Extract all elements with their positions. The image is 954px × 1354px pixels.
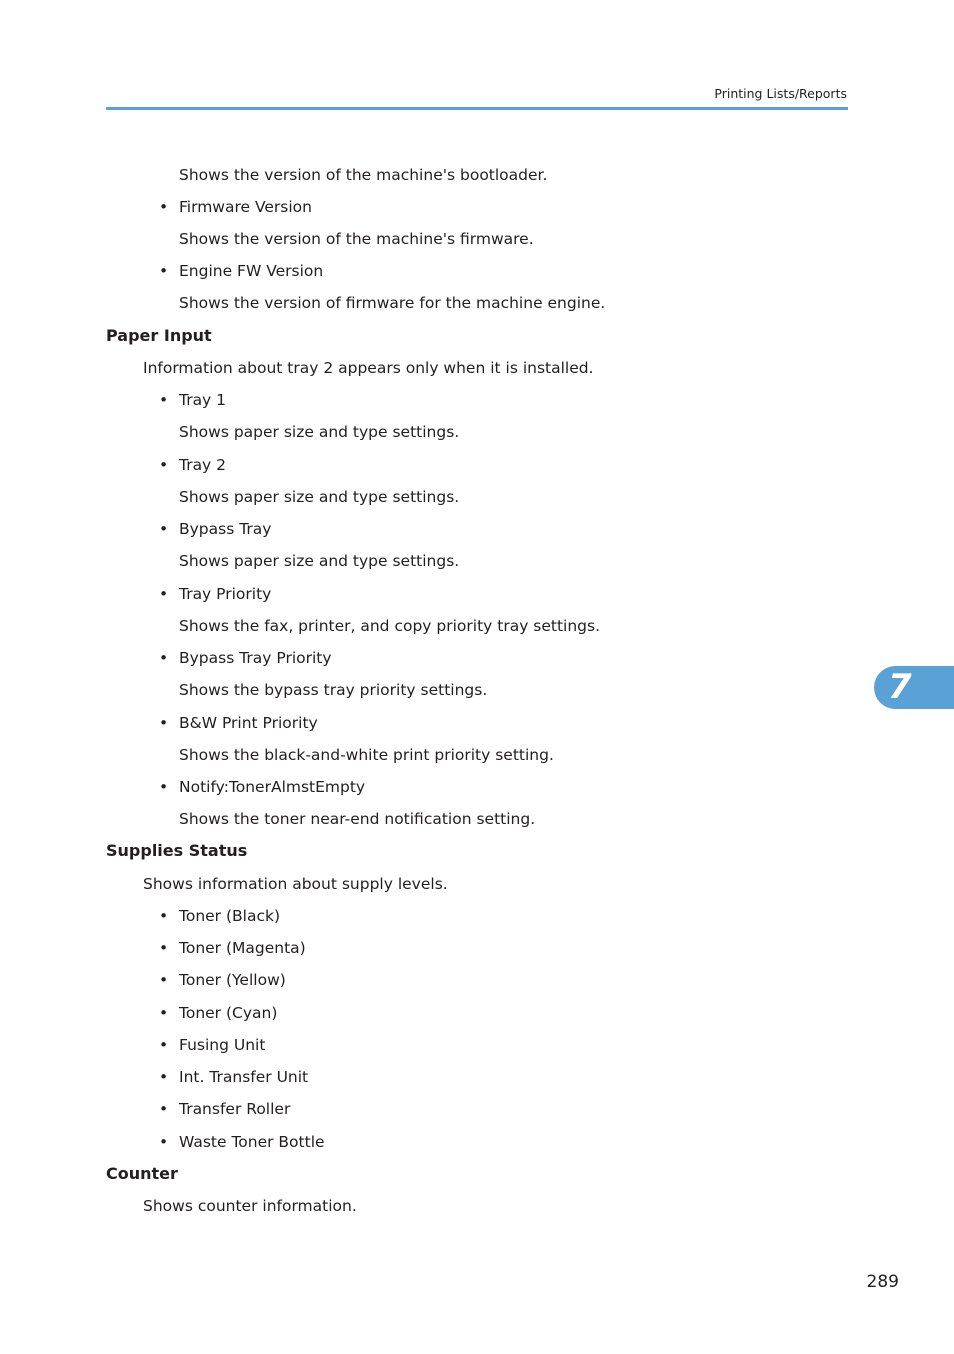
section-intro: Shows information about supply levels. <box>143 875 448 893</box>
bullet-icon: • <box>159 520 169 538</box>
bullet-icon: • <box>159 262 169 280</box>
list-item-description: Shows the bypass tray priority settings. <box>179 681 488 699</box>
bullet-icon: • <box>159 649 169 667</box>
bullet-icon: • <box>159 907 169 925</box>
bullet-icon: • <box>159 198 169 216</box>
page-number: 289 <box>866 1272 899 1292</box>
section-heading-counter: Counter <box>106 1164 178 1183</box>
bullet-icon: • <box>159 1036 169 1054</box>
list-item-label: Notify:TonerAlmstEmpty <box>179 778 366 796</box>
section-heading-paper-input: Paper Input <box>106 326 212 345</box>
bullet-icon: • <box>159 971 169 989</box>
bullet-icon: • <box>159 456 169 474</box>
bullet-icon: • <box>159 939 169 957</box>
bullet-icon: • <box>159 778 169 796</box>
list-item-label: Tray 1 <box>179 391 227 409</box>
bullet-icon: • <box>159 585 169 603</box>
list-item-description: Shows paper size and type settings. <box>179 552 460 570</box>
bullet-icon: • <box>159 714 169 732</box>
list-item-label: Engine FW Version <box>179 262 324 280</box>
list-item-label: Toner (Black) <box>179 907 281 925</box>
bullet-icon: • <box>159 1004 169 1022</box>
list-item-description: Shows the fax, printer, and copy priority tray settings. <box>179 617 601 635</box>
chapter-tab <box>874 666 954 709</box>
list-item-description: Shows paper size and type settings. <box>179 488 460 506</box>
list-item-label: Tray Priority <box>179 585 272 603</box>
running-header: Printing Lists/Reports <box>714 86 847 101</box>
list-item-description: Shows the black-and-white print priority setting. <box>179 746 554 764</box>
list-item-description: Shows the version of firmware for the machine engine. <box>179 294 606 312</box>
section-heading-supplies-status: Supplies Status <box>106 841 248 860</box>
bootloader-description: Shows the version of the machine's bootloader. <box>179 166 548 184</box>
list-item-description: Shows the toner near-end notification setting. <box>179 810 536 828</box>
list-item-label: Transfer Roller <box>179 1100 291 1118</box>
list-item-label: Fusing Unit <box>179 1036 266 1054</box>
list-item-label: Firmware Version <box>179 198 312 216</box>
list-item-label: Tray 2 <box>179 456 227 474</box>
list-item-label: B&W Print Priority <box>179 714 318 732</box>
list-item-label: Int. Transfer Unit <box>179 1068 309 1086</box>
bullet-icon: • <box>159 1133 169 1151</box>
section-intro: Shows counter information. <box>143 1197 357 1215</box>
section-intro: Information about tray 2 appears only when it is installed. <box>143 359 594 377</box>
header-rule <box>106 107 848 110</box>
list-item-label: Toner (Yellow) <box>179 971 286 989</box>
chapter-number: 7 <box>888 667 912 707</box>
list-item-description: Shows the version of the machine's firmware. <box>179 230 534 248</box>
bullet-icon: • <box>159 1068 169 1086</box>
list-item-label: Waste Toner Bottle <box>179 1133 325 1151</box>
list-item-description: Shows paper size and type settings. <box>179 423 460 441</box>
list-item-label: Toner (Magenta) <box>179 939 306 957</box>
bullet-icon: • <box>159 1100 169 1118</box>
bullet-icon: • <box>159 391 169 409</box>
list-item-label: Bypass Tray <box>179 520 272 538</box>
list-item-label: Toner (Cyan) <box>179 1004 278 1022</box>
list-item-label: Bypass Tray Priority <box>179 649 332 667</box>
